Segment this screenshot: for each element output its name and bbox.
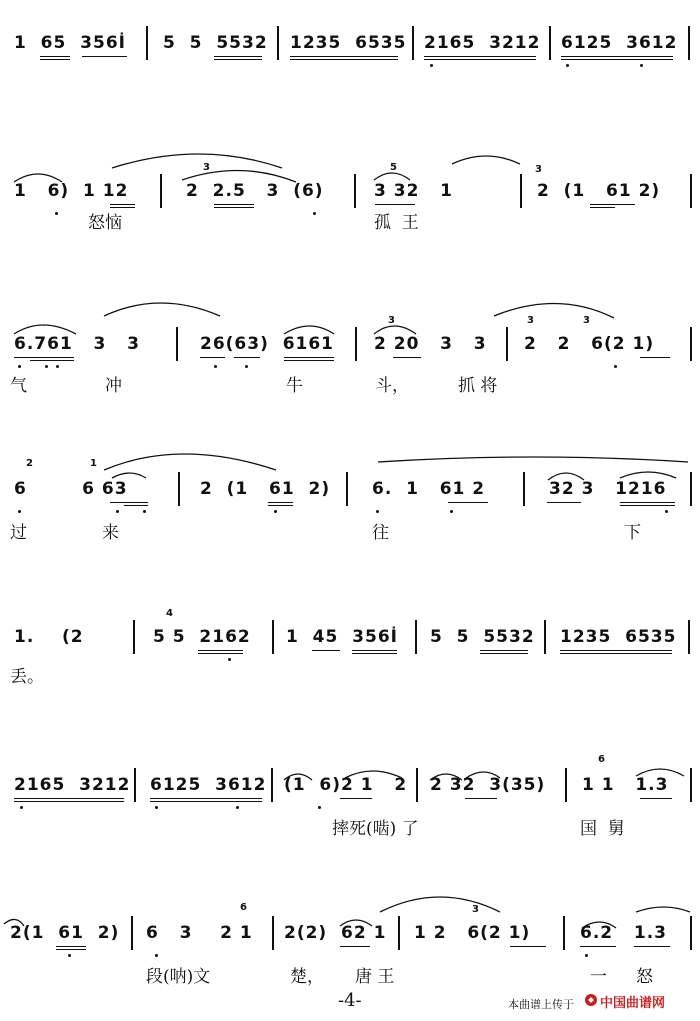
underline xyxy=(110,204,135,205)
measure-2: 5 5 2162 xyxy=(153,627,251,647)
octave-dot xyxy=(18,510,21,513)
underline xyxy=(290,56,398,57)
lyric: 段(呐)文 xyxy=(146,967,211,987)
grace-note: 4 xyxy=(166,608,173,619)
underline xyxy=(150,798,262,799)
barline xyxy=(272,916,274,950)
lyric: 抓 将 xyxy=(458,376,498,396)
measure-3: 6. 1 61 2 xyxy=(372,479,486,499)
lyric: 孤 王 xyxy=(374,213,419,233)
underline xyxy=(480,650,528,651)
barline xyxy=(178,472,180,506)
lyric: 一 xyxy=(590,967,607,987)
underline xyxy=(198,650,243,651)
grace-note: 3 xyxy=(203,162,210,173)
slur xyxy=(104,454,276,470)
site-logo-icon xyxy=(584,993,598,1007)
underline xyxy=(424,59,536,60)
measure-2: 2 (1 61 2) xyxy=(200,479,331,499)
octave-dot xyxy=(614,365,617,368)
underline xyxy=(110,502,148,503)
slur xyxy=(380,897,500,912)
lyric: 来 xyxy=(102,523,119,543)
grace-note: 3 xyxy=(527,315,534,326)
lyric: 怒恼 xyxy=(88,213,122,233)
underline xyxy=(393,357,421,358)
barline xyxy=(688,26,690,60)
lyric: 怒 xyxy=(636,967,653,987)
underline xyxy=(284,360,334,361)
barline xyxy=(415,620,417,654)
octave-dot xyxy=(155,806,158,809)
measure-5: 6125 3612 xyxy=(561,33,678,53)
lyric: 摔死(啮) 了 xyxy=(332,819,419,839)
measure-4: 2 (1 61 2) xyxy=(537,181,661,201)
measure-4: 5 5 5532 xyxy=(430,627,535,647)
lyric: 冲 xyxy=(105,376,122,396)
octave-dot xyxy=(566,64,569,67)
underline xyxy=(214,59,262,60)
underline xyxy=(510,946,546,947)
octave-dot xyxy=(68,954,71,957)
barline xyxy=(346,472,348,506)
octave-dot xyxy=(585,954,588,957)
octave-dot xyxy=(155,954,158,957)
barline xyxy=(690,472,692,506)
underline xyxy=(56,949,86,950)
measure-1: 6.761 3 3 xyxy=(14,334,140,354)
octave-dot xyxy=(236,806,239,809)
underline xyxy=(590,204,635,205)
underline xyxy=(30,360,74,361)
slur xyxy=(452,156,520,164)
underline xyxy=(547,502,581,503)
underline xyxy=(198,653,243,654)
measure-4: 32 3 1216 xyxy=(549,479,667,499)
measure-1: 1 6) 1 12 xyxy=(14,181,129,201)
underline xyxy=(14,801,124,802)
grace-note: 3 xyxy=(535,164,542,175)
grace-note: 6 xyxy=(598,754,605,765)
barline xyxy=(134,768,136,802)
underline xyxy=(268,502,293,503)
barline xyxy=(271,768,273,802)
lyric: 唐 王 xyxy=(355,967,395,987)
underline xyxy=(40,59,70,60)
octave-dot xyxy=(214,365,217,368)
measure-5: 1235 6535 xyxy=(560,627,677,647)
grace-note: 3 xyxy=(583,315,590,326)
measure-3: 2 20 3 3 xyxy=(374,334,487,354)
lyric: 下 xyxy=(624,523,641,543)
grace-note: 3 xyxy=(388,315,395,326)
slur xyxy=(112,154,282,168)
grace-note: 3 xyxy=(472,904,479,915)
lyric: 楚， xyxy=(290,967,324,987)
underline xyxy=(82,56,127,57)
barline xyxy=(412,26,414,60)
octave-dot xyxy=(640,64,643,67)
barline xyxy=(690,174,692,208)
octave-dot xyxy=(228,658,231,661)
barline xyxy=(354,174,356,208)
underline xyxy=(340,798,372,799)
barline xyxy=(160,174,162,208)
barline xyxy=(506,327,508,361)
underline xyxy=(290,59,398,60)
underline xyxy=(634,946,670,947)
underline xyxy=(560,653,672,654)
underline xyxy=(560,650,672,651)
underline xyxy=(124,505,148,506)
measure-1: 1 65 356İ xyxy=(14,33,126,53)
measure-1: 2(1 61 2) xyxy=(10,923,120,943)
barline xyxy=(549,26,551,60)
underline xyxy=(214,207,254,208)
grace-note: 1 xyxy=(90,458,97,469)
lyric: 往 xyxy=(372,523,389,543)
upload-notice: 本曲谱上传于 xyxy=(508,998,574,1011)
lyric: 牛 xyxy=(286,376,303,396)
lyric: 过 xyxy=(10,523,27,543)
underline xyxy=(640,798,672,799)
barline xyxy=(690,768,692,802)
octave-dot xyxy=(274,510,277,513)
octave-dot xyxy=(116,510,119,513)
underline xyxy=(340,946,370,947)
octave-dot xyxy=(55,212,58,215)
underline xyxy=(312,650,340,651)
lyric: 斗， xyxy=(375,376,409,396)
measure-1: 2165 3212 xyxy=(14,775,131,795)
octave-dot xyxy=(376,510,379,513)
underline xyxy=(590,207,615,208)
measure-5: 6.2 1.3 xyxy=(580,923,667,943)
underline xyxy=(640,357,670,358)
barline xyxy=(133,620,135,654)
measure-1: 6 6 63 xyxy=(14,479,128,499)
measure-3: 3 32 1 xyxy=(374,181,453,201)
barline xyxy=(690,327,692,361)
octave-dot xyxy=(450,510,453,513)
measure-2: 6125 3612 xyxy=(150,775,267,795)
octave-dot xyxy=(45,365,48,368)
octave-dot xyxy=(20,806,23,809)
underline xyxy=(352,653,397,654)
underline xyxy=(424,56,536,57)
underline xyxy=(465,798,497,799)
octave-dot xyxy=(143,510,146,513)
slur xyxy=(104,303,220,316)
underline xyxy=(56,946,86,947)
measure-2: 26(63) 6161 xyxy=(200,334,335,354)
measure-3: 2(2) 62 1 xyxy=(284,923,387,943)
measure-3: 1 45 356İ xyxy=(286,627,398,647)
barline xyxy=(520,174,522,208)
octave-dot xyxy=(56,365,59,368)
barline xyxy=(563,916,565,950)
barline xyxy=(277,26,279,60)
underline xyxy=(40,56,70,57)
measure-4: 1 2 6(2 1) xyxy=(414,923,531,943)
underline xyxy=(268,505,293,506)
slur xyxy=(636,907,690,912)
underline xyxy=(561,56,673,57)
slur xyxy=(378,457,688,462)
grace-note: 2 xyxy=(26,458,33,469)
barline xyxy=(523,472,525,506)
underline xyxy=(620,502,675,503)
page-number: -4- xyxy=(338,990,362,1011)
measure-3: 1235 6535 xyxy=(290,33,407,53)
measure-4: 2165 3212 xyxy=(424,33,541,53)
underline xyxy=(200,357,225,358)
octave-dot xyxy=(313,212,316,215)
slur xyxy=(494,303,614,318)
octave-dot xyxy=(18,365,21,368)
underline xyxy=(480,653,528,654)
measure-4: 2 32 3(35) xyxy=(430,775,546,795)
measure-2: 6 3 2 1 xyxy=(146,923,253,943)
barline xyxy=(131,916,133,950)
underline xyxy=(561,59,673,60)
underline xyxy=(150,801,262,802)
measure-3: (1 6)2 1 2 xyxy=(284,775,408,795)
grace-note: 5 xyxy=(390,162,397,173)
octave-dot xyxy=(245,365,248,368)
underline xyxy=(14,798,124,799)
barline xyxy=(355,327,357,361)
octave-dot xyxy=(665,510,668,513)
lyric: 丢。 xyxy=(10,667,44,687)
barline xyxy=(176,327,178,361)
underline xyxy=(14,357,74,358)
measure-4: 2 2 6(2 1) xyxy=(524,334,655,354)
measure-2: 5 5 5532 xyxy=(163,33,268,53)
underline xyxy=(234,357,260,358)
site-name-link[interactable]: 中国曲谱网 xyxy=(600,996,666,1011)
barline xyxy=(544,620,546,654)
measure-1: 1. (2 xyxy=(14,627,84,647)
grace-note: 6 xyxy=(240,902,247,913)
barline xyxy=(398,916,400,950)
underline xyxy=(214,204,254,205)
barline xyxy=(416,768,418,802)
underline xyxy=(214,56,262,57)
underline xyxy=(375,204,415,205)
underline xyxy=(284,357,334,358)
underline xyxy=(620,505,675,506)
measure-5: 1 1 1.3 xyxy=(582,775,669,795)
measure-2: 2 2.5 3 (6) xyxy=(186,181,324,201)
barline xyxy=(688,620,690,654)
barline xyxy=(272,620,274,654)
underline xyxy=(448,502,488,503)
octave-dot xyxy=(318,806,321,809)
barline xyxy=(146,26,148,60)
octave-dot xyxy=(430,64,433,67)
underline xyxy=(580,946,616,947)
barline xyxy=(690,916,692,950)
barline xyxy=(565,768,567,802)
underline xyxy=(352,650,397,651)
lyric: 国 舅 xyxy=(580,819,625,839)
lyric: 气 xyxy=(10,376,27,396)
